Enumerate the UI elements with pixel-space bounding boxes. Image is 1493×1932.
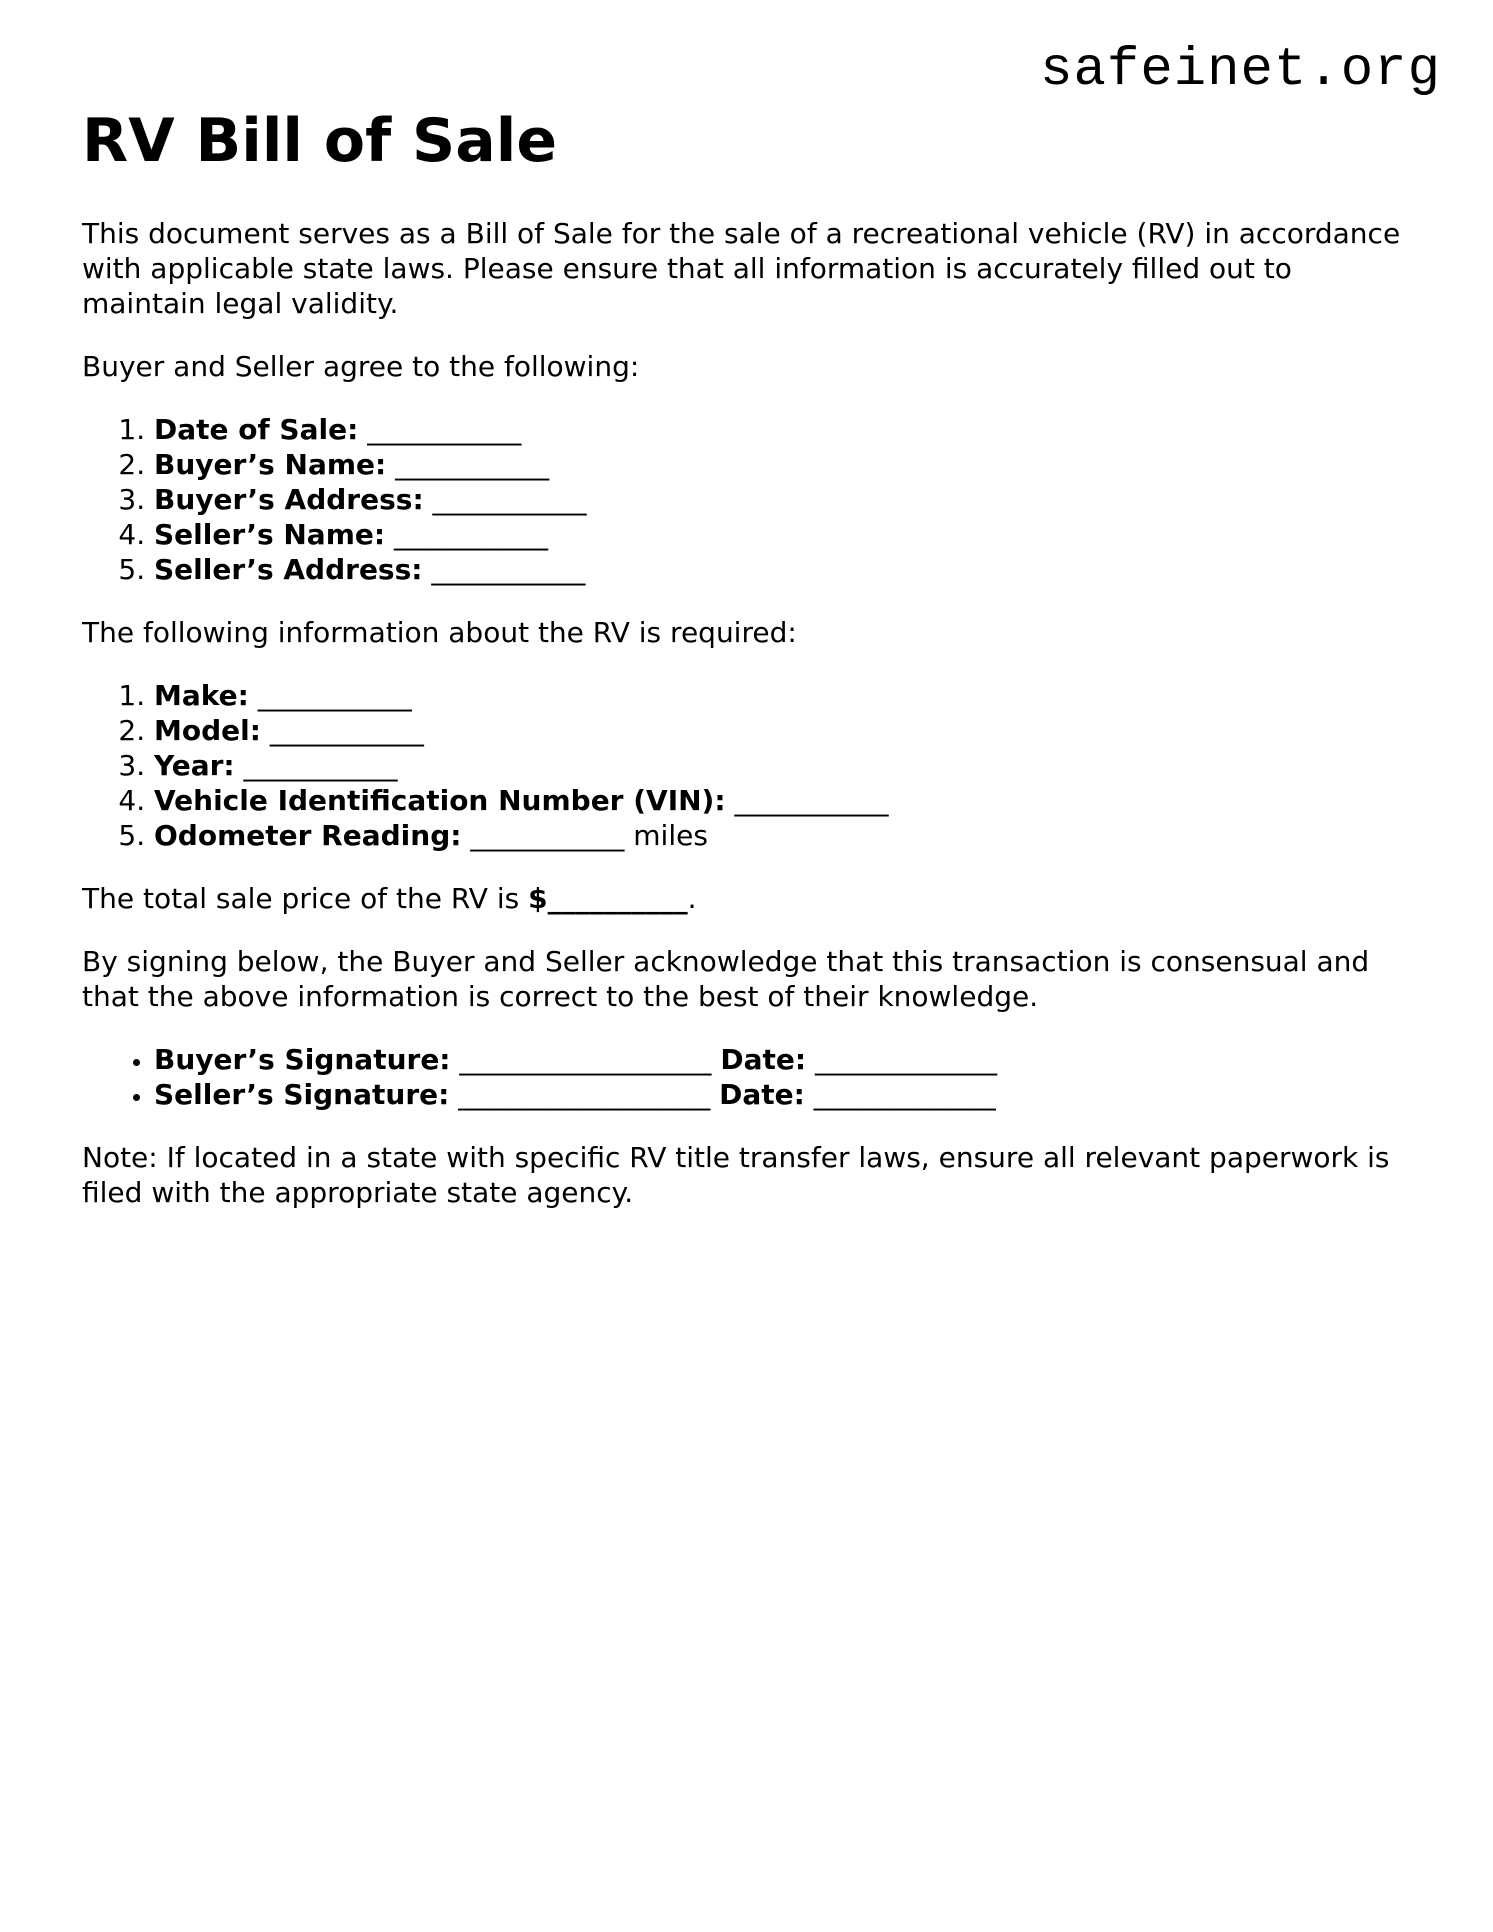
- watermark-text: safeinet.org: [1040, 40, 1441, 101]
- field-label: Buyer’s Name:: [154, 448, 387, 481]
- list-item: [154, 748, 1422, 783]
- document-body: [82, 108, 1422, 1238]
- field-label: Odometer Reading:: [154, 819, 462, 852]
- signature-line: [154, 1077, 1422, 1112]
- field-blank: ___________: [269, 714, 424, 747]
- field-label: Date of Sale:: [154, 413, 359, 446]
- signature-blank: __________________: [458, 1078, 711, 1111]
- list-item: [154, 713, 1422, 748]
- field-label: Make:: [154, 679, 249, 712]
- list-item: [154, 482, 1422, 517]
- field-blank: ___________: [257, 679, 412, 712]
- sale-price-paragraph: [82, 881, 1422, 916]
- field-blank: ___________: [734, 784, 889, 817]
- signatures-list: [82, 1042, 1422, 1112]
- intro-paragraph: This document serves as a Bill of Sale for the sale of a recreational vehicle (RV) in accordance with applicable state laws. Please ensure that all information is accurately filled out to maintain legal validity.: [82, 217, 1401, 320]
- field-blank: ___________: [393, 518, 548, 551]
- field-label: Vehicle Identification Number (VIN):: [154, 784, 726, 817]
- odometer-unit: miles: [633, 819, 708, 852]
- field-label: Buyer’s Address:: [154, 483, 424, 516]
- field-label: Year:: [154, 749, 235, 782]
- field-blank: ___________: [367, 413, 522, 446]
- field-label: Seller’s Name:: [154, 518, 386, 551]
- agree-heading: Buyer and Seller agree to the following:: [82, 350, 640, 383]
- field-blank: ___________: [243, 749, 398, 782]
- list-item: [154, 447, 1422, 482]
- list-item: [154, 818, 1422, 853]
- list-item: [154, 517, 1422, 552]
- note-paragraph: Note: If located in a state with specific RV title transfer laws, ensure all relevant paperwork is filed with the appropriate state agency.: [82, 1141, 1390, 1209]
- signature-label: Buyer’s Signature:: [154, 1043, 451, 1076]
- list-item: [154, 678, 1422, 713]
- list-item: [154, 783, 1422, 818]
- date-label: Date:: [719, 1078, 805, 1111]
- parties-list: [82, 412, 1422, 587]
- date-label: Date:: [720, 1043, 807, 1076]
- date-blank: _____________: [814, 1043, 997, 1076]
- sale-price-blank: $__________: [528, 882, 688, 915]
- sale-price-prefix: The total sale price of the RV is: [82, 882, 520, 915]
- list-item: [154, 412, 1422, 447]
- signature-line: [154, 1042, 1422, 1077]
- date-blank: _____________: [813, 1078, 996, 1111]
- signature-blank: __________________: [459, 1043, 712, 1076]
- list-item: [154, 552, 1422, 587]
- field-blank: ___________: [432, 483, 587, 516]
- signature-label: Seller’s Signature:: [154, 1078, 450, 1111]
- rv-heading: The following information about the RV is required:: [82, 616, 797, 649]
- page-title: RV Bill of Sale: [82, 106, 558, 176]
- sale-price-end: .: [687, 882, 697, 915]
- acknowledge-paragraph: By signing below, the Buyer and Seller acknowledge that this transaction is consensual and that the above information is correct to the best of their knowledge.: [82, 945, 1370, 1013]
- field-blank: ___________: [395, 448, 550, 481]
- field-label: Model:: [154, 714, 261, 747]
- field-blank: ___________: [431, 553, 586, 586]
- field-blank: ___________: [470, 819, 625, 852]
- rv-info-list: [82, 678, 1422, 853]
- field-label: Seller’s Address:: [154, 553, 423, 586]
